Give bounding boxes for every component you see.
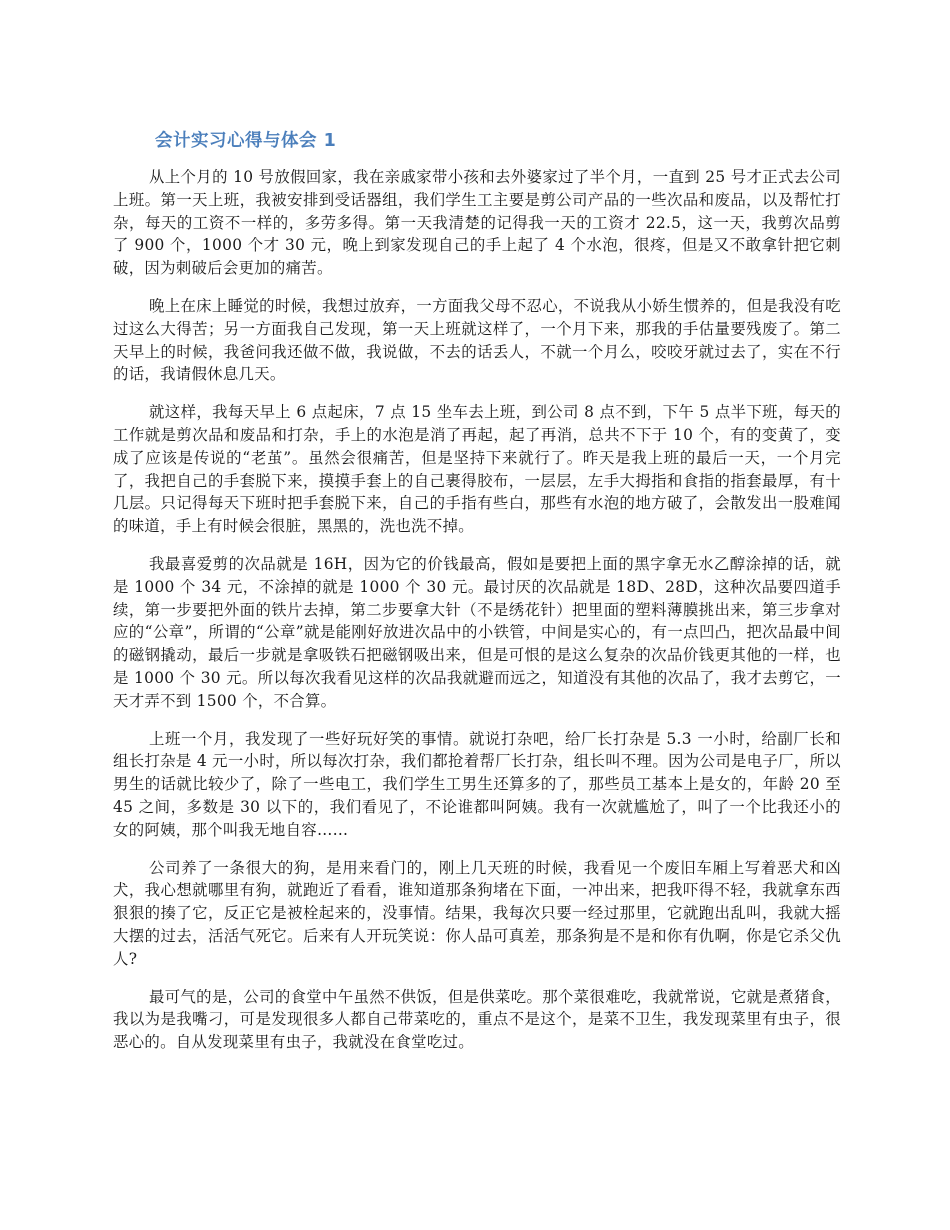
paragraph-5: 上班一个月，我发现了一些好玩好笑的事情。就说打杂吧，给厂长打杂是 5.3 一小时，给副厂长和组长打杂是 4 元一小时，所以每次打杂，我们都抢着帮厂长打杂，组长叫不理。因为公司是电子厂，所以男生的话就比较少了，除了一些电工，我们学生工男生还算多的了，那些员工基本上是女的，年龄 20 至 45 之间，多数是 30 以下的，我们看见了，不论谁都叫阿姨。我有一次就尴尬了，叫了一个比我还小的女的阿姨，那个叫我无地自容……	[113, 729, 841, 839]
paragraph-4: 我最喜爱剪的次品就是 16H，因为它的价钱最高，假如是要把上面的黑字拿无水乙醇涂掉的话，就是 1000 个 34 元，不涂掉的就是 1000 个 30 元。最讨厌的次品就是 18D、28D，这种次品要四道手续，第一步要把外面的铁片去掉，第二步要拿大针（不是绣花针）把里面的塑料薄膜挑出来，第三步拿对应的“公章”，所谓的“公章”就是能刚好放进次品中的小铁管，中间是实心的，有一点凹凸，把次品最中间的磁钢撬动，最后一步就是拿吸铁石把磁钢吸出来，但是可恨的是这么复杂的次品价钱更其他的一样，也是 1000 个 30 元。所以每次我看见这样的次品我就避而远之，知道没有其他的次品了，我才去剪它，一天才弄不到 1500 个，不合算。	[113, 554, 841, 710]
paragraph-7: 最可气的是，公司的食堂中午虽然不供饭，但是供菜吃。那个菜很难吃，我就常说，它就是煮猪食，我以为是我嘴刁，可是发现很多人都自己带菜吃的，重点不是这个，是菜不卫生，我发现菜里有虫子，很恶心的。自从发现菜里有虫子，我就没在食堂吃过。	[113, 987, 841, 1052]
paragraph-1: 从上个月的 10 号放假回家，我在亲戚家带小孩和去外婆家过了半个月，一直到 25 号才正式去公司上班。第一天上班，我被安排到受话器组，我们学生工主要是剪公司产品的一些次品和废品，以及帮忙打杂，每天的工资不一样的，多劳多得。第一天我清楚的记得我一天的工资才 22.5，这一天，我剪次品剪了 900 个，1000 个才 30 元，晚上到家发现自己的手上起了 4 个水泡，很疼，但是又不敢拿针把它刺破，因为刺破后会更加的痛苦。	[113, 168, 841, 278]
document-page	[113, 128, 841, 1069]
paragraph-3: 就这样，我每天早上 6 点起床，7 点 15 坐车去上班，到公司 8 点不到，下午 5 点半下班，每天的工作就是剪次品和废品和打杂，手上的水泡是消了再起，起了再消，总共不下于 10 个，有的变黄了，变成了应该是传说的“老茧”。虽然会很痛苦，但是坚持下来就行了。昨天是我上班的最后一天，一个月完了，我把自己的手套脱下来，摸摸手套上的自己裹得胶布，一层层，左手大拇指和食指的指套最厚，有十几层。只记得每天下班时把手套脱下来，自己的手指有些白，那些有水泡的地方破了，会散发出一股难闻的味道，手上有时候会很脏，黑黑的，洗也洗不掉。	[113, 403, 841, 536]
paragraph-6: 公司养了一条很大的狗，是用来看门的，刚上几天班的时候，我看见一个废旧车厢上写着恶犬和凶犬，我心想就哪里有狗，就跑近了看看，谁知道那条狗堵在下面，一冲出来，把我吓得不轻，我就拿东西狠狠的揍了它，反正它是被栓起来的，没事情。结果，我每次只要一经过那里，它就跑出乱叫，我就大摇大摆的过去，活活气死它。后来有人开玩笑说：你人品可真差，那条狗是不是和你有仇啊，你是它杀父仇人?	[113, 858, 841, 968]
document-title: 会计实习心得与体会 1	[155, 131, 337, 151]
paragraph-2: 晚上在床上睡觉的时候，我想过放弃，一方面我父母不忍心，不说我从小娇生惯养的，但是我没有吃过这么大得苦；另一方面我自己发现，第一天上班就这样了，一个月下来，那我的手估量要残废了。第二天早上的时候，我爸问我还做不做，我说做，不去的话丢人，不就一个月么，咬咬牙就过去了，实在不行的话，我请假休息几天。	[113, 296, 841, 384]
